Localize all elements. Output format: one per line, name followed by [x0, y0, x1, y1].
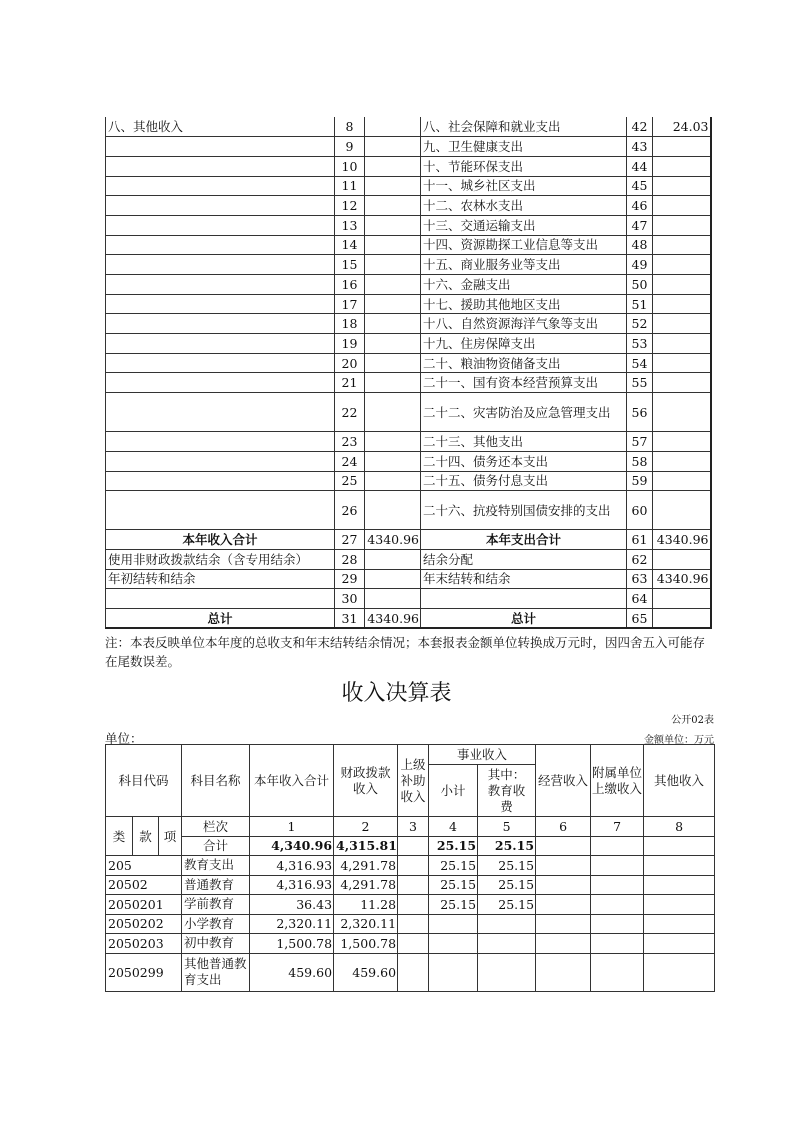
left-item-label [106, 432, 335, 452]
right-item-label: 二十六、抗疫特别国债安排的支出 [421, 491, 627, 530]
amount-cell [478, 934, 536, 954]
subject-code: 2050202 [106, 914, 182, 934]
left-item-label [106, 451, 335, 471]
summary-row [106, 137, 711, 157]
left-item-label [106, 334, 335, 354]
header-superior-subsidy: 上级补助收入 [398, 745, 429, 817]
table-row [106, 856, 715, 876]
left-row-number: 9 [335, 137, 365, 157]
left-row-number: 8 [335, 117, 365, 137]
table-row [106, 914, 715, 934]
left-amount [365, 156, 421, 176]
right-item-label: 十四、资源勘探工业信息等支出 [421, 235, 627, 255]
column-index: 7 [591, 817, 644, 837]
subject-code: 2050201 [106, 895, 182, 915]
left-row-number: 29 [335, 569, 365, 589]
subject-code: 20502 [106, 875, 182, 895]
amount-cell: 4,316.93 [250, 856, 334, 876]
left-row-number: 25 [335, 471, 365, 491]
right-item-label: 二十四、债务还本支出 [421, 451, 627, 471]
left-amount [365, 589, 421, 609]
column-index: 8 [644, 817, 715, 837]
amount-cell [591, 914, 644, 934]
column-index: 6 [536, 817, 591, 837]
right-amount [653, 393, 711, 432]
left-item-label: 本年收入合计 [106, 530, 335, 550]
left-amount [365, 196, 421, 216]
right-row-number: 49 [627, 255, 653, 275]
amount-cell: 25.15 [478, 856, 536, 876]
header-business-edu-fees: 其中：教育收费 [478, 765, 536, 817]
summary-row [106, 176, 711, 196]
left-amount [365, 176, 421, 196]
table-row [106, 895, 715, 915]
summary-row [106, 608, 711, 628]
left-row-number: 18 [335, 314, 365, 334]
amount-cell: 459.60 [250, 953, 334, 991]
amount-cell [536, 875, 591, 895]
right-row-number: 58 [627, 451, 653, 471]
right-item-label: 十二、农林水支出 [421, 196, 627, 216]
income-expenditure-summary-table [105, 117, 712, 629]
column-index-label: 栏次 [182, 817, 250, 837]
right-row-number: 60 [627, 491, 653, 530]
right-item-label: 本年支出合计 [421, 530, 627, 550]
right-item-label: 二十二、灾害防治及应急管理支出 [421, 393, 627, 432]
total-value: 4,315.81 [334, 836, 398, 856]
amount-cell [644, 953, 715, 991]
right-item-label: 十七、援助其他地区支出 [421, 294, 627, 314]
left-amount [365, 569, 421, 589]
amount-cell [644, 875, 715, 895]
amount-cell: 1,500.78 [250, 934, 334, 954]
left-item-label [106, 373, 335, 393]
right-amount [653, 215, 711, 235]
summary-row [106, 373, 711, 393]
summary-row [106, 451, 711, 471]
left-row-number: 26 [335, 491, 365, 530]
amount-cell [644, 895, 715, 915]
right-row-number: 56 [627, 393, 653, 432]
left-amount [365, 491, 421, 530]
right-amount [653, 334, 711, 354]
right-amount [653, 137, 711, 157]
left-amount [365, 314, 421, 334]
right-row-number: 42 [627, 117, 653, 137]
right-item-label: 九、卫生健康支出 [421, 137, 627, 157]
left-item-label [106, 255, 335, 275]
left-amount [365, 137, 421, 157]
right-row-number: 51 [627, 294, 653, 314]
income-final-accounts-table [105, 744, 715, 992]
left-amount: 4340.96 [365, 530, 421, 550]
header-operating-income: 经营收入 [536, 745, 591, 817]
right-row-number: 43 [627, 137, 653, 157]
amount-cell: 4,291.78 [334, 856, 398, 876]
subject-code: 205 [106, 856, 182, 876]
table-note: 注：本表反映单位本年度的总收支和年末结转结余情况；本套报表金额单位转换成万元时，因四舍五入可能存在尾数误差。 [105, 635, 706, 669]
right-amount: 24.03 [653, 117, 711, 137]
left-row-number: 30 [335, 589, 365, 609]
amount-cell [536, 856, 591, 876]
subject-code: 2050203 [106, 934, 182, 954]
right-row-number: 64 [627, 589, 653, 609]
total-row [106, 836, 715, 856]
summary-row [106, 393, 711, 432]
left-row-number: 28 [335, 549, 365, 569]
column-index: 2 [334, 817, 398, 837]
left-item-label [106, 589, 335, 609]
subject-name: 初中教育 [182, 934, 250, 954]
amount-cell [536, 934, 591, 954]
amount-cell: 25.15 [478, 875, 536, 895]
right-item-label: 二十、粮油物资储备支出 [421, 353, 627, 373]
right-item-label: 二十一、国有资本经营预算支出 [421, 373, 627, 393]
amount-cell: 25.15 [478, 895, 536, 915]
right-amount [653, 314, 711, 334]
left-row-number: 13 [335, 215, 365, 235]
header-total-income: 本年收入合计 [250, 745, 334, 817]
left-amount [365, 549, 421, 569]
amount-cell: 2,320.11 [250, 914, 334, 934]
left-item-label: 年初结转和结余 [106, 569, 335, 589]
left-amount [365, 334, 421, 354]
right-amount [653, 275, 711, 295]
amount-cell [478, 953, 536, 991]
summary-row [106, 235, 711, 255]
header-subject-name: 科目名称 [182, 745, 250, 817]
right-amount [653, 235, 711, 255]
total-value: 4,340.96 [250, 836, 334, 856]
right-row-number: 57 [627, 432, 653, 452]
subject-name: 小学教育 [182, 914, 250, 934]
summary-row [106, 156, 711, 176]
left-row-number: 14 [335, 235, 365, 255]
right-amount [653, 156, 711, 176]
right-amount [653, 353, 711, 373]
table-row [106, 934, 715, 954]
amount-cell [591, 953, 644, 991]
summary-row [106, 275, 711, 295]
amount-cell [429, 914, 478, 934]
column-index: 5 [478, 817, 536, 837]
left-item-label [106, 275, 335, 295]
total-value [644, 836, 715, 856]
left-row-number: 31 [335, 608, 365, 628]
right-row-number: 45 [627, 176, 653, 196]
table-row [106, 875, 715, 895]
left-amount [365, 275, 421, 295]
form-number: 公开02表 [671, 715, 714, 726]
amount-cell [398, 875, 429, 895]
right-amount [653, 549, 711, 569]
header-lei: 类 [106, 817, 133, 856]
amount-cell [398, 934, 429, 954]
left-item-label [106, 137, 335, 157]
total-value [398, 836, 429, 856]
summary-row [106, 549, 711, 569]
summary-row [106, 432, 711, 452]
right-amount [653, 255, 711, 275]
amount-cell: 25.15 [429, 895, 478, 915]
right-amount [653, 589, 711, 609]
left-row-number: 16 [335, 275, 365, 295]
right-item-label: 年末结转和结余 [421, 569, 627, 589]
summary-row [106, 117, 711, 137]
total-row-label: 合计 [182, 836, 250, 856]
right-amount [653, 432, 711, 452]
right-amount: 4340.96 [653, 569, 711, 589]
right-item-label: 十、节能环保支出 [421, 156, 627, 176]
subject-name: 学前教育 [182, 895, 250, 915]
right-row-number: 52 [627, 314, 653, 334]
left-row-number: 22 [335, 393, 365, 432]
header-fiscal-income: 财政拨款收入 [334, 745, 398, 817]
left-amount: 4340.96 [365, 608, 421, 628]
right-row-number: 59 [627, 471, 653, 491]
left-row-number: 23 [335, 432, 365, 452]
right-item-label: 总计 [421, 608, 627, 628]
right-item-label: 十五、商业服务业等支出 [421, 255, 627, 275]
header-business-income: 事业收入 [429, 745, 536, 765]
left-item-label [106, 215, 335, 235]
amount-cell: 4,291.78 [334, 875, 398, 895]
left-item-label [106, 314, 335, 334]
amount-cell: 1,500.78 [334, 934, 398, 954]
summary-row [106, 215, 711, 235]
right-item-label: 十三、交通运输支出 [421, 215, 627, 235]
left-row-number: 24 [335, 451, 365, 471]
right-item-label: 结余分配 [421, 549, 627, 569]
left-amount [365, 373, 421, 393]
amount-unit: 金额单位：万元 [644, 735, 714, 746]
amount-cell [478, 914, 536, 934]
right-amount [653, 196, 711, 216]
amount-cell: 4,316.93 [250, 875, 334, 895]
left-row-number: 17 [335, 294, 365, 314]
left-amount [365, 451, 421, 471]
summary-row [106, 471, 711, 491]
left-amount [365, 117, 421, 137]
summary-row [106, 255, 711, 275]
right-item-label: 八、社会保障和就业支出 [421, 117, 627, 137]
header-other-income: 其他收入 [644, 745, 715, 817]
right-row-number: 47 [627, 215, 653, 235]
left-row-number: 19 [335, 334, 365, 354]
right-amount [653, 373, 711, 393]
left-amount [365, 432, 421, 452]
table-row [106, 953, 715, 991]
left-amount [365, 294, 421, 314]
amount-cell [536, 953, 591, 991]
subject-name: 其他普通教育支出 [182, 953, 250, 991]
right-row-number: 54 [627, 353, 653, 373]
left-item-label [106, 353, 335, 373]
summary-row [106, 589, 711, 609]
amount-cell: 36.43 [250, 895, 334, 915]
left-amount [365, 235, 421, 255]
amount-cell: 2,320.11 [334, 914, 398, 934]
left-amount [365, 471, 421, 491]
subject-name: 教育支出 [182, 856, 250, 876]
amount-cell [398, 953, 429, 991]
total-value [536, 836, 591, 856]
left-item-label [106, 156, 335, 176]
right-row-number: 63 [627, 569, 653, 589]
summary-row [106, 569, 711, 589]
amount-cell: 459.60 [334, 953, 398, 991]
left-item-label [106, 471, 335, 491]
right-row-number: 62 [627, 549, 653, 569]
column-index: 1 [250, 817, 334, 837]
summary-row [106, 530, 711, 550]
amount-cell [644, 856, 715, 876]
left-item-label [106, 294, 335, 314]
right-item-label: 十六、金融支出 [421, 275, 627, 295]
summary-row [106, 353, 711, 373]
right-row-number: 50 [627, 275, 653, 295]
amount-cell [398, 856, 429, 876]
header-business-subtotal: 小计 [429, 765, 478, 817]
header-affiliated-income: 附属单位上缴收入 [591, 745, 644, 817]
left-amount [365, 215, 421, 235]
right-row-number: 48 [627, 235, 653, 255]
total-value: 25.15 [429, 836, 478, 856]
amount-cell [644, 934, 715, 954]
right-item-label: 二十三、其他支出 [421, 432, 627, 452]
amount-cell [429, 953, 478, 991]
left-row-number: 11 [335, 176, 365, 196]
amount-cell [591, 895, 644, 915]
right-amount [653, 608, 711, 628]
summary-row [106, 196, 711, 216]
right-row-number: 53 [627, 334, 653, 354]
header-xiang: 项 [159, 817, 182, 856]
right-amount: 4340.96 [653, 530, 711, 550]
subject-code: 2050299 [106, 953, 182, 991]
header-subject-code: 科目代码 [106, 745, 182, 817]
left-row-number: 10 [335, 156, 365, 176]
summary-row [106, 314, 711, 334]
unit-label: 单位： [105, 731, 143, 746]
summary-row [106, 334, 711, 354]
left-item-label [106, 235, 335, 255]
left-amount [365, 393, 421, 432]
left-row-number: 12 [335, 196, 365, 216]
left-row-number: 20 [335, 353, 365, 373]
right-row-number: 55 [627, 373, 653, 393]
left-item-label [106, 491, 335, 530]
page-title: 收入决算表 [341, 681, 452, 706]
left-row-number: 27 [335, 530, 365, 550]
amount-cell [398, 895, 429, 915]
right-amount [653, 491, 711, 530]
right-item-label: 十一、城乡社区支出 [421, 176, 627, 196]
amount-cell [591, 875, 644, 895]
left-amount [365, 255, 421, 275]
left-item-label: 使用非财政拨款结余（含专用结余） [106, 549, 335, 569]
column-index: 4 [429, 817, 478, 837]
column-index: 3 [398, 817, 429, 837]
left-item-label: 八、其他收入 [106, 117, 335, 137]
left-amount [365, 353, 421, 373]
right-amount [653, 471, 711, 491]
total-value [591, 836, 644, 856]
amount-cell [591, 856, 644, 876]
left-item-label: 总计 [106, 608, 335, 628]
left-item-label [106, 196, 335, 216]
amount-cell [644, 914, 715, 934]
header-kuan: 款 [133, 817, 159, 856]
right-amount [653, 176, 711, 196]
subject-name: 普通教育 [182, 875, 250, 895]
amount-cell: 25.15 [429, 875, 478, 895]
right-row-number: 65 [627, 608, 653, 628]
right-row-number: 61 [627, 530, 653, 550]
summary-row [106, 294, 711, 314]
amount-cell [536, 895, 591, 915]
amount-cell: 11.28 [334, 895, 398, 915]
right-item-label: 二十五、债务付息支出 [421, 471, 627, 491]
left-item-label [106, 393, 335, 432]
summary-row [106, 491, 711, 530]
left-item-label [106, 176, 335, 196]
left-row-number: 15 [335, 255, 365, 275]
amount-cell [536, 914, 591, 934]
amount-cell [591, 934, 644, 954]
amount-cell [398, 914, 429, 934]
right-item-label: 十九、住房保障支出 [421, 334, 627, 354]
right-item-label: 十八、自然资源海洋气象等支出 [421, 314, 627, 334]
right-amount [653, 294, 711, 314]
right-item-label [421, 589, 627, 609]
left-row-number: 21 [335, 373, 365, 393]
total-value: 25.15 [478, 836, 536, 856]
right-amount [653, 451, 711, 471]
amount-cell [429, 934, 478, 954]
right-row-number: 46 [627, 196, 653, 216]
right-row-number: 44 [627, 156, 653, 176]
amount-cell: 25.15 [429, 856, 478, 876]
